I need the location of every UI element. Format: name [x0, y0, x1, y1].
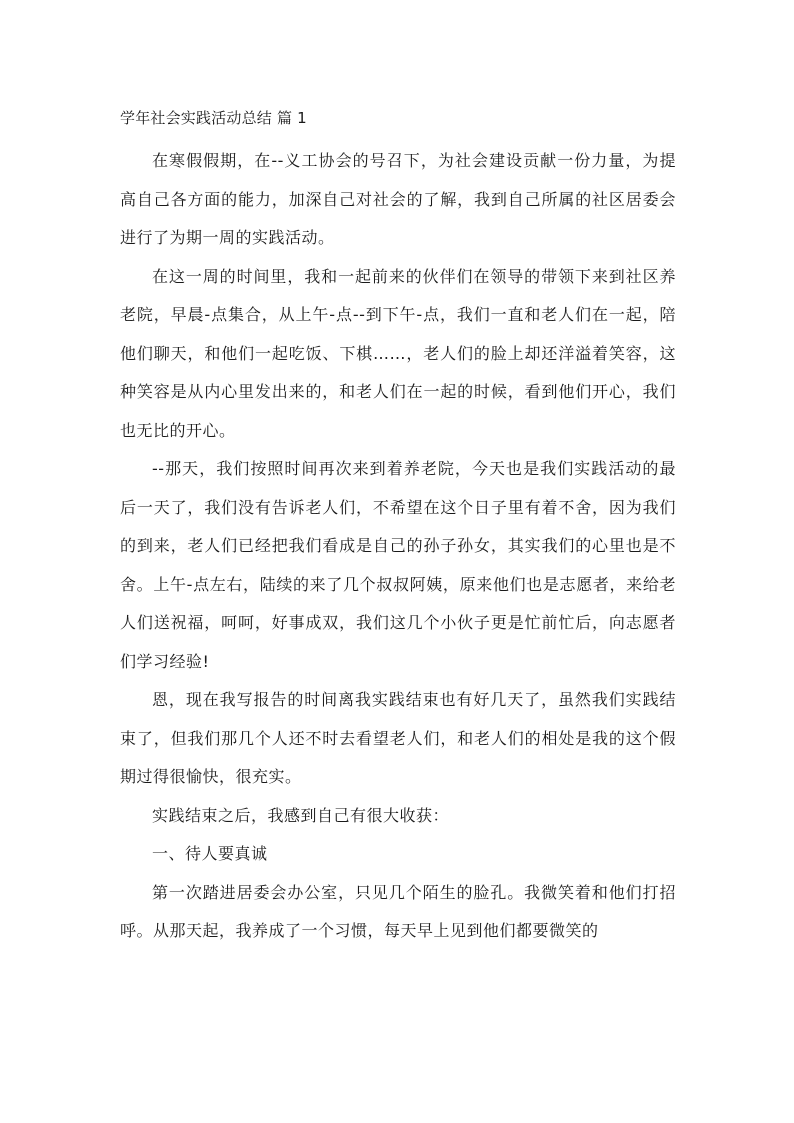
paragraph-1: 在寒假假期，在--义工协会的号召下，为社会建设贡献一份力量，为提高自己各方面的能力，加深自己对社会的了解，我到自己所属的社区居委会进行了为期一周的实践活动。	[120, 151, 676, 247]
document-title: 学年社会实践活动总结 篇 1	[120, 109, 307, 127]
paragraph-5: 实践结束之后，我感到自己有很大收获：	[152, 805, 450, 825]
section-heading-1: 一、待人要真诚	[152, 844, 268, 863]
document-body	[120, 102, 676, 951]
paragraph-6: 第一次踏进居委会办公室，只见几个陌生的脸孔。我微笑着和他们打招呼。从那天起，我养成了一个习惯，每天早上见到他们都要微笑的	[120, 882, 676, 940]
paragraph-2: 在这一周的时间里，我和一起前来的伙伴们在领导的带领下来到社区养老院，早晨-点集合，从上午-点--到下午-点，我们一直和老人们在一起，陪他们聊天，和他们一起吃饭、下棋……，老人们的脸上却还洋溢着笑容，这种笑容是从内心里发出来的，和老人们在一起的时候，看到他们开心，我们也无比的开心。	[120, 266, 676, 440]
paragraph-3: --那天，我们按照时间再次来到着养老院，今天也是我们实践活动的最后一天了，我们没有告诉老人们，不希望在这个日子里有着不舍，因为我们的到来，老人们已经把我们看成是自己的孙子孙女，其实我们的心里也是不舍。上午-点左右，陆续的来了几个叔叔阿姨，原来他们也是志愿者，来给老人们送祝福，呵呵，好事成双，我们这几个小伙子更是忙前忙后，向志愿者们学习经验!	[120, 459, 676, 671]
paragraph-4: 恩，现在我写报告的时间离我实践结束也有好几天了，虽然我们实践结束了，但我们那几个人还不时去看望老人们，和老人们的相处是我的这个假期过得很愉快，很充实。	[120, 690, 676, 786]
